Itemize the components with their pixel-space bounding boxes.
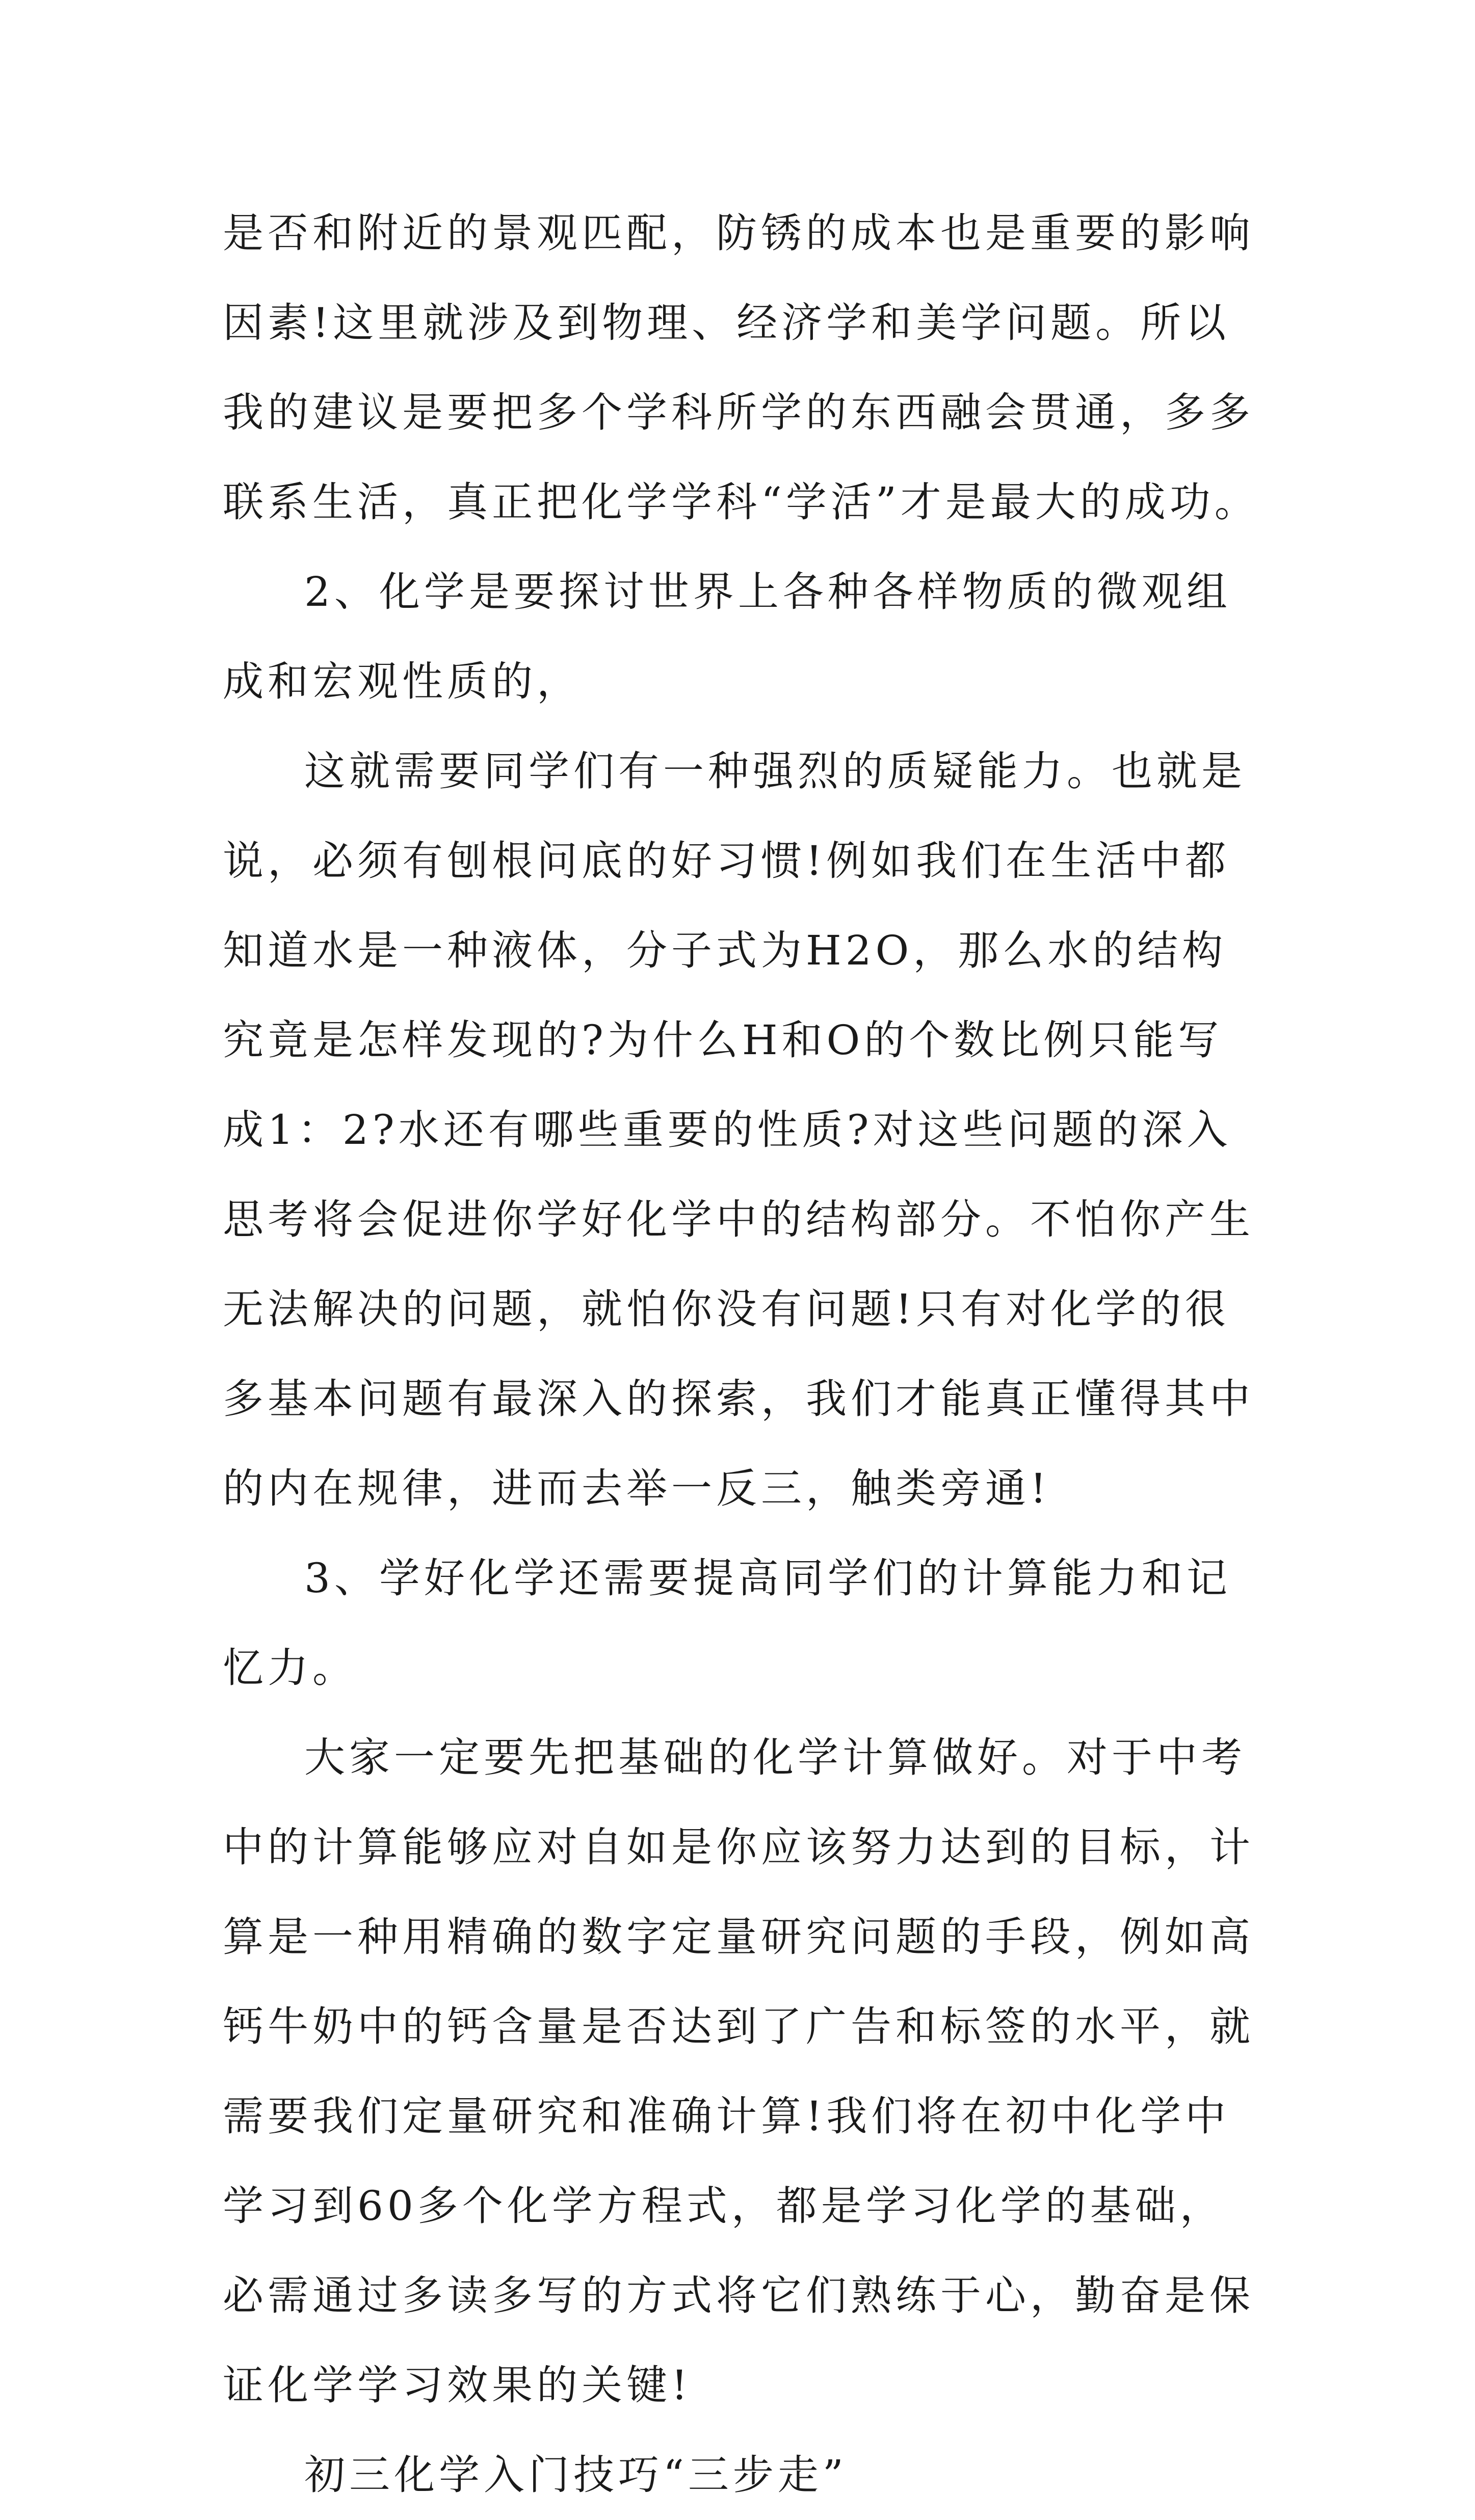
paragraph-questioning: 这就需要同学们有一种强烈的质疑能力。也就是说，必须有刨根问底的好习惯!例如我们在生活中都知道水是一种液体，分子式为H2O，那么水的结构究竟是怎样发现的?为什么H和O的个数比例只能写成1：2?水还有哪些重要的性质?对这些问题的深入思考将会促进你学好化学中的结构部分。不怕你产生无法解决的问题，就怕你没有问题!只有对化学的很多基本问题有最深入的探索，我们才能真正懂得其中的内在规律，进而去举一反三，触类旁通! [223, 747, 1254, 1512]
document-body [223, 189, 1262, 2520]
paragraph-point-3: 3、学好化学还需要提高同学们的计算能力和记忆力。 [223, 1554, 1231, 1692]
paragraph-continuation: 是否和附近的景观匹配，防锈的成本也是重要的影响因素!这里就涉及到物理、经济学和美学问题。所以我的建议是要把多个学科所学的东西融会贯通，多多联系生活，真正把化学学科“学活”才是最大的成功。 [223, 209, 1259, 526]
paragraph-calculation: 大家一定要先把基础的化学计算做好。对于中考中的计算能够应对自如是你应该努力达到的目标，计算是一种用精确的数字定量研究问题的手段，例如高钙牛奶中的钙含量是否达到了广告和标签的水平，就需要我们定量研究和准确计算!我们将在初中化学中学习到60多个化学方程式，都是学习化学的基础，必需通过多读多写的方式将它们熟练于心，勤奋是保证化学学习效果的关键! [223, 1734, 1254, 2409]
paragraph-point-2: 2、化学是要探讨世界上各种各样物质的微观组成和宏观性质的， [223, 568, 1231, 705]
paragraph-section-heading: 初三化学入门技巧“三步走” [304, 2451, 848, 2499]
